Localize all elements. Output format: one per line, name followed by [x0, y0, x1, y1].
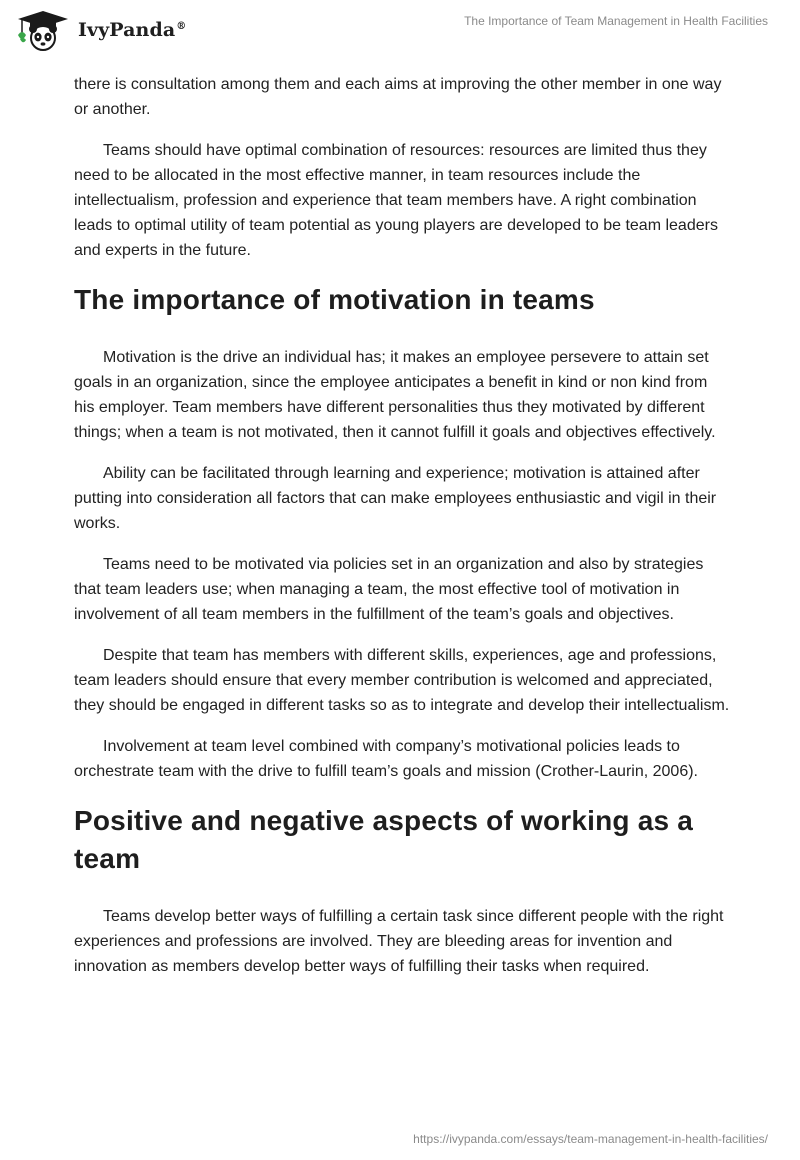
essay-body — [74, 72, 730, 995]
ivypanda-logo[interactable] — [14, 8, 186, 52]
paragraph: Teams develop better ways of fulfilling a certain task since different people with the right experiences and professions are involved. They are bleeding areas for invention and innovation as members develop better ways of fulfilling their tasks when required. — [74, 908, 724, 975]
brand-name: IvyPanda® — [78, 19, 187, 41]
section-heading-aspects: Positive and negative aspects of working as a team — [74, 805, 693, 874]
paragraph: Motivation is the drive an individual has; it makes an employee persevere to attain set goals in an organization, since the employee anticipates a benefit in kind or non kind from his employer. Team members have different personalities thus they motivated by different things; when a team is not motivated, then it cannot fulfill it goals and objectives effectively. — [74, 349, 716, 441]
section-heading-motivation: The importance of motivation in teams — [74, 284, 595, 315]
panda-mascot-icon — [14, 9, 72, 51]
paragraph: Teams need to be motivated via policies set in an organization and also by strategies that team leaders use; when managing a team, the most effective tool of motivation in involvement of all team members in the fulfillment of the team’s goals and objectives. — [74, 556, 704, 623]
paragraph: Despite that team has members with different skills, experiences, age and professions, team leaders should ensure that every member contribution is welcomed and appreciated, they should be engaged in different tasks so as to integrate and develop their intellectualism. — [74, 647, 730, 714]
paragraph: there is consultation among them and each aims at improving the other member in one way or another. — [74, 76, 722, 118]
source-url[interactable]: https://ivypanda.com/essays/team-management-in-health-facilities/ — [413, 1132, 768, 1146]
paragraph: Teams should have optimal combination of resources: resources are limited thus they need to be allocated in the most effective manner, in team resources include the intellectualism, profession and experience that team members have. A right combination leads to optimal utility of team potential as young players are developed to be team leaders and experts in the future. — [74, 142, 718, 259]
paragraph: Involvement at team level combined with company’s motivational policies leads to orchestrate team with the drive to fulfill team’s goals and mission (Crother-Laurin, 2006). — [74, 738, 698, 780]
document-title: The Importance of Team Management in Health Facilities — [464, 14, 768, 28]
page-header — [0, 0, 800, 60]
paragraph: Ability can be facilitated through learning and experience; motivation is attained after putting into consideration all factors that can make employees enthusiastic and vigil in their works. — [74, 465, 717, 532]
